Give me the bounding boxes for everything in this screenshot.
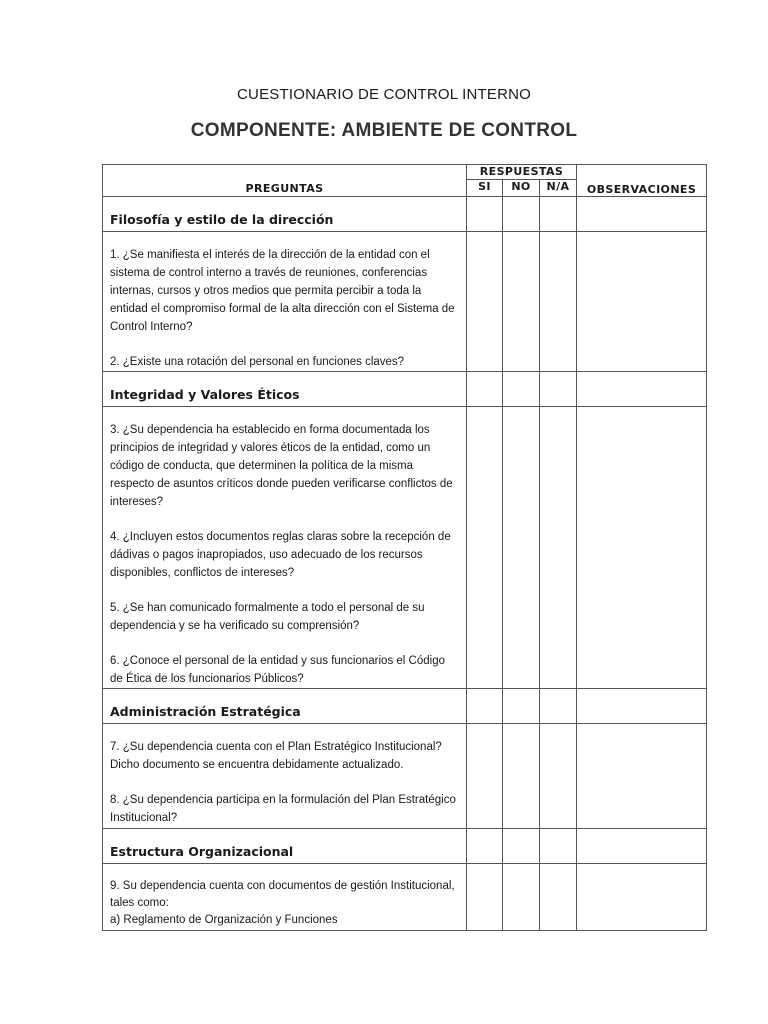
si-cell[interactable]: [467, 724, 503, 829]
question-row: [103, 724, 707, 829]
observaciones-cell[interactable]: [577, 407, 707, 689]
section-row: [103, 829, 707, 864]
question-row: [103, 864, 707, 931]
question-text: 6. ¿Conoce el personal de la entidad y sus funcionarios el Código de Ética de los funcionarios Públicos?: [110, 655, 445, 685]
section-label: Estructura Organizacional: [103, 829, 467, 864]
si-cell[interactable]: [467, 689, 503, 724]
na-cell[interactable]: [540, 724, 577, 829]
na-cell[interactable]: [540, 372, 577, 407]
no-cell[interactable]: [503, 407, 540, 689]
na-cell[interactable]: [540, 829, 577, 864]
observaciones-cell[interactable]: [577, 197, 707, 232]
section-label: Integridad y Valores Éticos: [103, 372, 467, 407]
question-text: 7. ¿Su dependencia cuenta con el Plan Estratégico Institucional? Dicho documento se encuentra debidamente actualizado.: [110, 741, 442, 771]
question-text: 1. ¿Se manifiesta el interés de la dirección de la entidad con el sistema de control interno a través de reuniones, conferencias internas, cursos y otros medios que permita percibir a toda la entidad el compromiso formal de la alta dirección con el Sistema de Control Interno?: [110, 249, 455, 333]
question-subitem: a) Reglamento de Organización y Funciones: [110, 914, 338, 926]
observaciones-cell[interactable]: [577, 372, 707, 407]
section-row: [103, 689, 707, 724]
si-cell[interactable]: [467, 372, 503, 407]
no-cell[interactable]: [503, 829, 540, 864]
observaciones-cell[interactable]: [577, 724, 707, 829]
header-no: NO: [503, 180, 540, 197]
si-cell[interactable]: [467, 864, 503, 931]
no-cell[interactable]: [503, 372, 540, 407]
si-cell[interactable]: [467, 232, 503, 372]
header-preguntas: PREGUNTAS: [103, 165, 467, 197]
no-cell[interactable]: [503, 689, 540, 724]
section-label: Filosofía y estilo de la dirección: [103, 197, 467, 232]
header-na: N/A: [540, 180, 577, 197]
no-cell[interactable]: [503, 232, 540, 372]
document-title: CUESTIONARIO DE CONTROL INTERNO: [237, 86, 531, 103]
na-cell[interactable]: [540, 232, 577, 372]
na-cell[interactable]: [540, 407, 577, 689]
header-respuestas: RESPUESTAS: [467, 165, 577, 180]
question-text: 4. ¿Incluyen estos documentos reglas claras sobre la recepción de dádivas o pagos inapropiados, uso adecuado de los recursos disponibles, conflictos de intereses?: [110, 531, 451, 579]
no-cell[interactable]: [503, 864, 540, 931]
questionnaire-table: [102, 164, 707, 931]
si-cell[interactable]: [467, 829, 503, 864]
header-observaciones: OBSERVACIONES: [577, 165, 707, 197]
section-label: Administración Estratégica: [103, 689, 467, 724]
na-cell[interactable]: [540, 689, 577, 724]
document-subtitle: COMPONENTE: AMBIENTE DE CONTROL: [190, 120, 578, 141]
question-text: 3. ¿Su dependencia ha establecido en forma documentada los principios de integridad y valores éticos de la entidad, como un código de conducta, que determinen la política de la misma respecto de asuntos críticos donde pueden verificarse conflictos de intereses?: [110, 424, 453, 508]
na-cell[interactable]: [540, 864, 577, 931]
header-si: SI: [467, 180, 503, 197]
no-cell[interactable]: [503, 197, 540, 232]
question-text: 9. Su dependencia cuenta con documentos de gestión Institucional, tales como:: [110, 880, 455, 909]
observaciones-cell[interactable]: [577, 829, 707, 864]
question-text: 2. ¿Existe una rotación del personal en funciones claves?: [110, 356, 405, 368]
observaciones-cell[interactable]: [577, 689, 707, 724]
na-cell[interactable]: [540, 197, 577, 232]
observaciones-cell[interactable]: [577, 864, 707, 931]
observaciones-cell[interactable]: [577, 232, 707, 372]
question-row: [103, 232, 707, 372]
section-row: [103, 197, 707, 232]
si-cell[interactable]: [467, 407, 503, 689]
section-row: [103, 372, 707, 407]
no-cell[interactable]: [503, 724, 540, 829]
question-text: 5. ¿Se han comunicado formalmente a todo el personal de su dependencia y se ha verificado su comprensión?: [110, 602, 425, 632]
si-cell[interactable]: [467, 197, 503, 232]
question-row: [103, 407, 707, 689]
question-text: 8. ¿Su dependencia participa en la formulación del Plan Estratégico Institucional?: [110, 794, 456, 824]
